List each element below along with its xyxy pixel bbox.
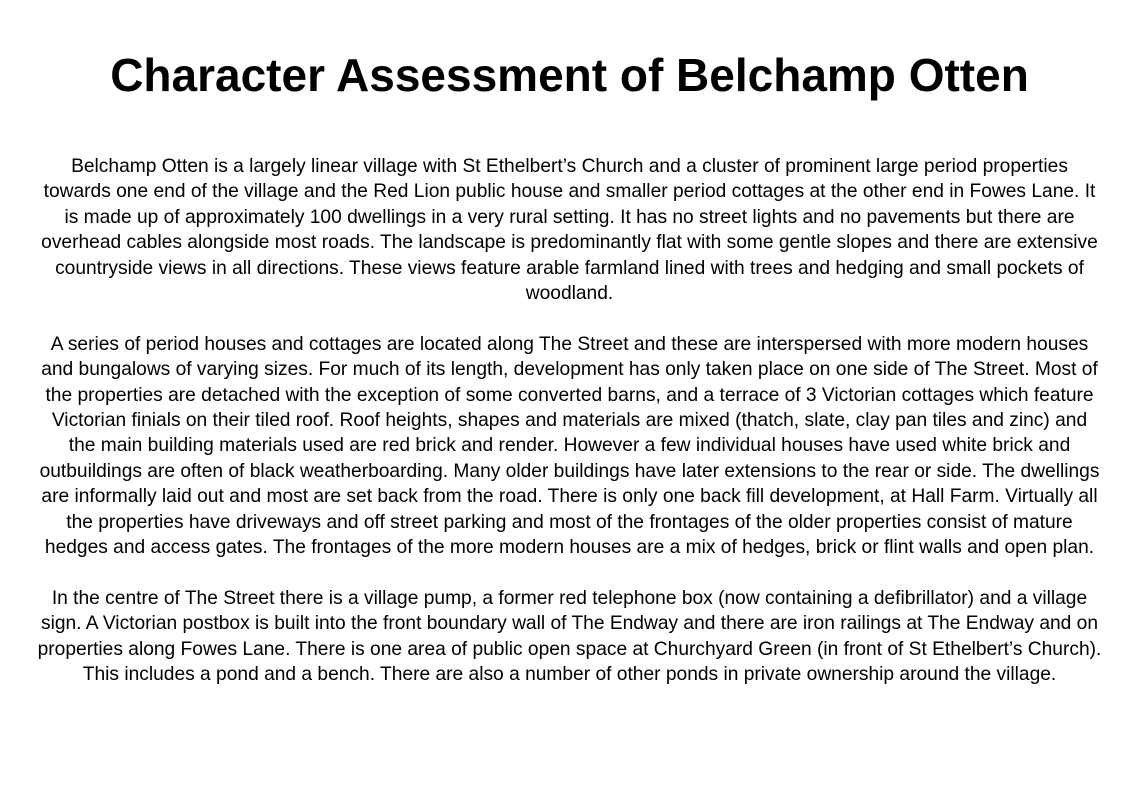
paragraph-overview: Belchamp Otten is a largely linear village with St Ethelbert’s Church and a cluster of prominent large period properties towards one end of the village and the Red Lion public house and smaller period cottages at the other end in Fowes Lane. It is made up of approximately 100 dwellings in a very rural setting. It has no street lights and no pavements but there are overhead cables alongside most roads. The landscape is predominantly flat with some gentle slopes and there are extensive countryside views in all directions. These views feature arable farmland lined with trees and hedging and small pockets of woodland. (41, 156, 1098, 305)
paragraph-features: In the centre of The Street there is a village pump, a former red telephone box (now containing a defibrillator) and a village sign. A Victorian postbox is built into the front boundary wall of The Endway and there are iron railings at The Endway and on properties along Fowes Lane. There is one area of public open space at Churchyard Green (in front of St Ethelbert’s Church). This includes a pond and a bench. There are also a number of other ponds in private ownership around the village. (37, 587, 1102, 686)
document-body (36, 154, 1103, 688)
page-title: Character Assessment of Belchamp Otten (110, 49, 1029, 101)
paragraph-buildings: A series of period houses and cottages are located along The Street and these are interspersed with more modern houses and bungalows of varying sizes. For much of its length, development has only taken place on one side of The Street. Most of the properties are detached with the exception of some converted barns, and a terrace of 3 Victorian cottages which feature Victorian finials on their tiled roof. Roof heights, shapes and materials are mixed (thatch, slate, clay pan tiles and zinc) and the main building materials used are red brick and render. However a few individual houses have used white brick and outbuildings are often of black weatherboarding. Many older buildings have later extensions to the rear or side. The dwellings are informally laid out and most are set back from the road. There is only one back fill development, at Hall Farm. Virtually all the properties have driveways and off street parking and most of the frontages of the older properties consist of mature hedges and access gates. The frontages of the more modern houses are a mix of hedges, brick or flint walls and open plan. (39, 333, 1100, 559)
